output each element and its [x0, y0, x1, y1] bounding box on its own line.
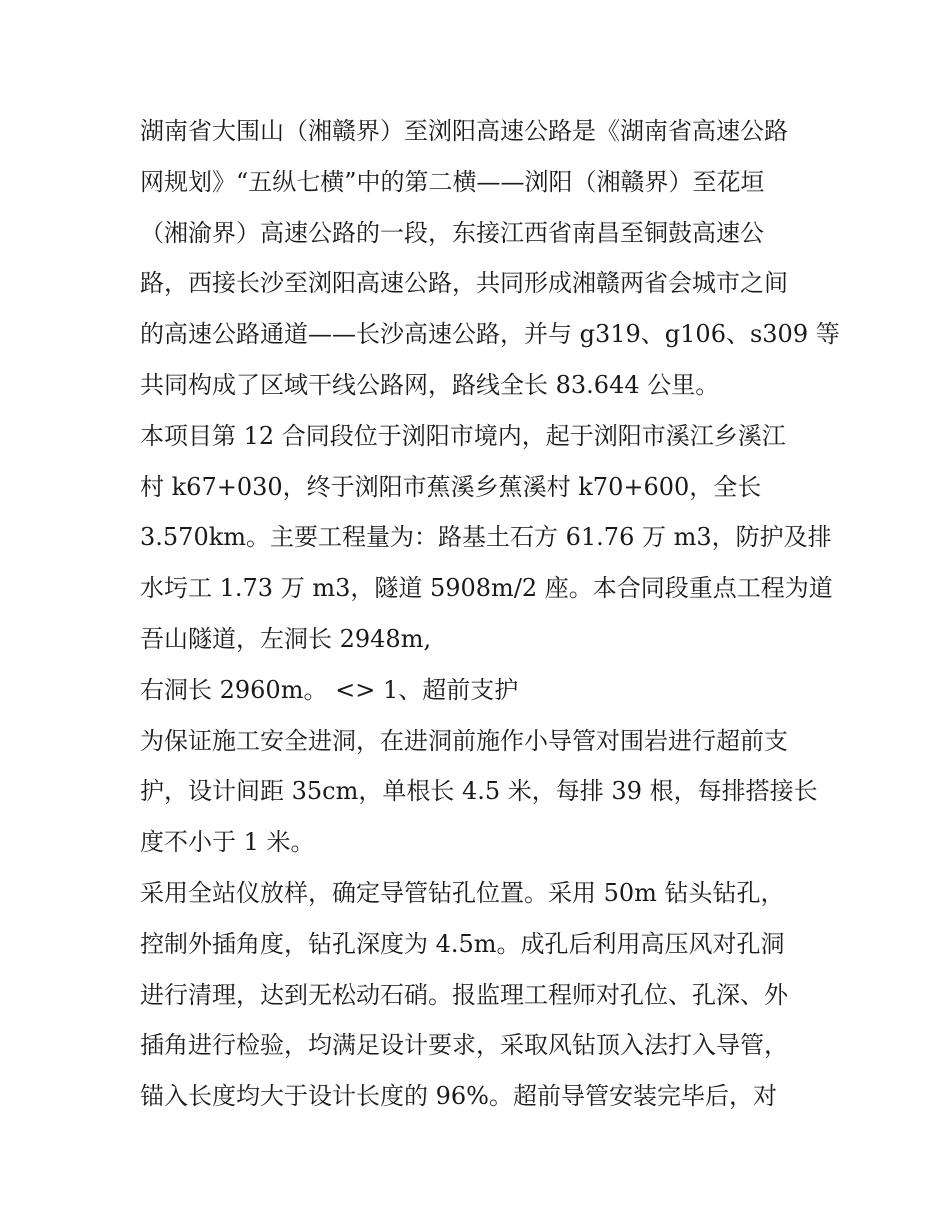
body-text: [140, 106, 840, 1122]
text-line: 水圬工 1.73 万 m3，隧道 5908m/2 座。本合同段重点工程为道: [140, 574, 833, 603]
text-line: 为保证施工安全进洞，在进洞前施作小导管对围岩进行超前支: [140, 726, 788, 755]
text-line: 村 k67+030，终于浏阳市蕉溪乡蕉溪村 k70+600，全长: [140, 472, 762, 501]
text-line: 右洞长 2960m。 <> 1、超前支护: [140, 675, 519, 704]
text-line: 插角进行检验，均满足设计要求，采取风钻顶入法打入导管，: [140, 1031, 788, 1060]
text-line: 湖南省大围山（湘赣界）至浏阳高速公路是《湖南省高速公路: [140, 117, 788, 145]
text-line: 共同构成了区域干线公路网，路线全长 83.644 公里。: [140, 370, 720, 399]
text-line: 网规划》“五纵七横”中的第二横——浏阳（湘赣界）至花垣: [140, 167, 765, 196]
text-line: 度不小于 1 米。: [140, 828, 315, 857]
text-line: 本项目第 12 合同段位于浏阳市境内，起于浏阳市溪江乡溪江: [140, 421, 786, 450]
text-line: （湘渝界）高速公路的一段，东接江西省南昌至铜鼓高速公: [140, 218, 764, 247]
text-line: 锚入长度均大于设计长度的 96%。超前导管安装完毕后，对: [140, 1082, 777, 1111]
text-line: 的高速公路通道——长沙高速公路，并与 g319、g106、s309 等: [140, 320, 840, 349]
text-line: 3.570km。主要工程量为：路基土石方 61.76 万 m3，防护及排: [140, 523, 832, 552]
text-line: 进行清理，达到无松动石硝。报监理工程师对孔位、孔深、外: [140, 980, 788, 1009]
text-line: 控制外插角度，钻孔深度为 4.5m。成孔后利用高压风对孔洞: [140, 929, 785, 958]
text-line: 路，西接长沙至浏阳高速公路，共同形成湘赣两省会城市之间: [140, 269, 788, 298]
text-line: 护，设计间距 35cm，单根长 4.5 米，每排 39 根，每排搭接长: [140, 777, 818, 806]
text-line: 吾山隧道，左洞长 2948m,: [140, 624, 432, 653]
text-line: 采用全站仪放样，确定导管钻孔位置。采用 50m 钻头钻孔，: [140, 878, 785, 907]
